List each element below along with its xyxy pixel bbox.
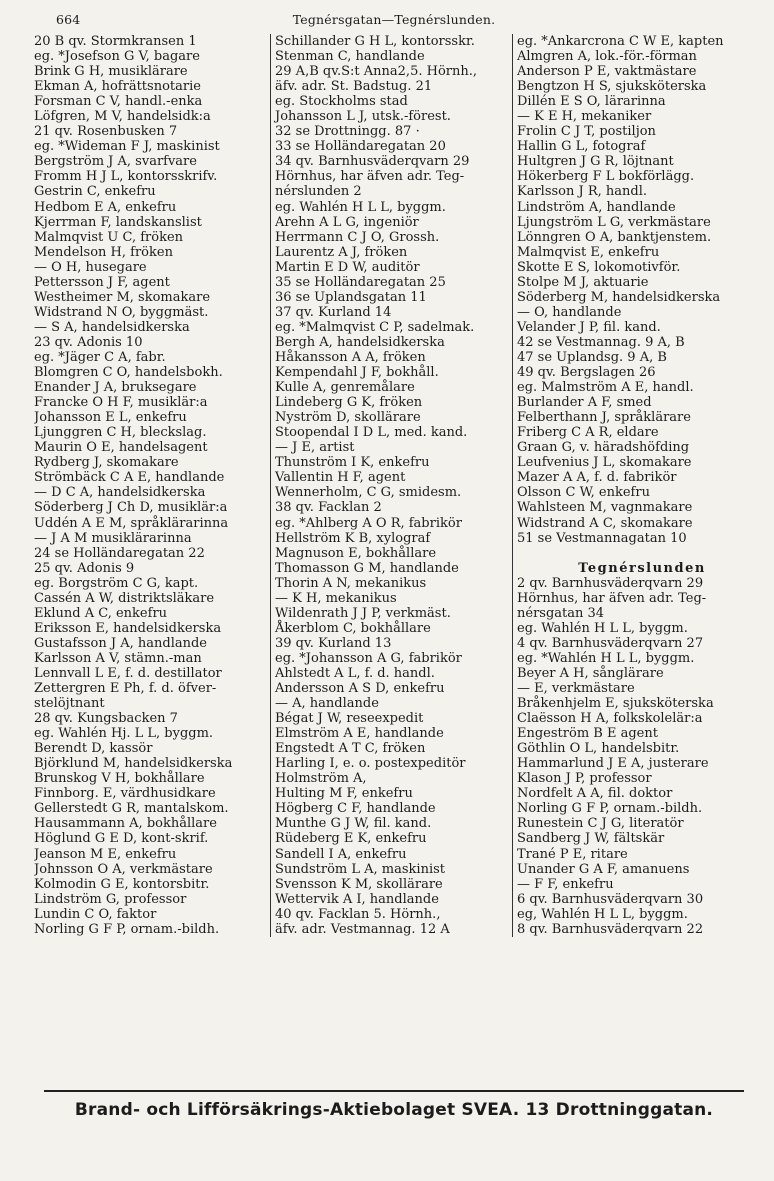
directory-line: Gustafsson J A, handlande: [34, 635, 207, 651]
directory-line: 29 A,B qv.S:t Anna2,5. Hörnh.,: [275, 64, 477, 80]
directory-line: — K H, mekanikus: [275, 590, 397, 606]
column-left: [34, 34, 270, 937]
directory-line: 49 qv. Bergslagen 26: [517, 365, 656, 381]
directory-line: Johansson E L, enkefru: [34, 410, 187, 426]
directory-line: Harling I, e. o. postexpeditör: [275, 756, 466, 772]
directory-line: Stoopendal I D L, med. kand.: [275, 425, 468, 441]
directory-line: Höglund G E D, kont-skrif.: [34, 831, 209, 847]
directory-line: stelöjtnant: [34, 696, 105, 712]
directory-line: Gellerstedt G R, mantalskom.: [34, 801, 229, 817]
directory-line: Magnuson E, bokhållare: [275, 545, 437, 561]
directory-line: Claësson H A, folkskolelär:a: [517, 711, 703, 727]
directory-line: Thunström I K, enkefru: [275, 455, 430, 471]
directory-line: Hammarlund J E A, justerare: [517, 756, 709, 772]
directory-line: 37 qv. Kurland 14: [275, 304, 392, 320]
directory-line: Widstrand A C, skomakare: [517, 515, 693, 531]
directory-line: Bråkenhjelm E, sjuksköterska: [517, 696, 714, 712]
directory-line: Norling G F P, ornam.-bildh.: [34, 921, 220, 937]
directory-line: Mendelson H, fröken: [34, 244, 173, 260]
directory-line: Cassén A W, distriktsläkare: [34, 590, 215, 606]
directory-line: 40 qv. Facklan 5. Hörnh.,: [275, 906, 441, 922]
directory-line: Zettergren E Ph, f. d. öfver-: [34, 681, 217, 697]
directory-line: [517, 546, 767, 561]
directory-line: eg. *Ankarcrona C W E, kapten: [517, 34, 724, 49]
directory-line: Fromm H J L, kontorsskrifv.: [34, 169, 218, 185]
directory-line: Maurin O E, handelsagent: [34, 440, 208, 456]
directory-line: Göthlin O L, handelsbitr.: [517, 741, 680, 757]
directory-line: Berendt D, kassör: [34, 741, 153, 757]
running-title: Tegnérsgatan—Tegnérslunden.: [292, 12, 496, 27]
directory-line: äfv. adr. St. Badstug. 21: [275, 79, 433, 95]
directory-line: 51 se Vestmannagatan 10: [517, 530, 687, 546]
directory-line: 21 qv. Rosenbusken 7: [34, 124, 178, 140]
directory-line: Munthe G J W, fil. kand.: [275, 816, 432, 832]
directory-line: äfv. adr. Vestmannag. 12 A: [275, 921, 450, 937]
directory-line: Wennerholm, C G, smidesm.: [275, 485, 462, 501]
directory-line: Olsson C W, enkefru: [517, 485, 650, 501]
directory-line: eg. *Johansson A G, fabrikör: [275, 650, 462, 666]
directory-line: Bengtzon H S, sjuksköterska: [517, 79, 707, 95]
footer-rule: [44, 1090, 744, 1092]
directory-line: 34 qv. Barnhusväderqvarn 29: [275, 154, 470, 170]
directory-line: 35 se Holländaregatan 25: [275, 274, 446, 290]
directory-line: Hellström K B, xylograf: [275, 530, 431, 546]
directory-line: Björklund M, handelsidkerska: [34, 756, 233, 772]
directory-line: Nordfelt A A, fil. doktor: [517, 786, 673, 802]
directory-line: Kempendahl J F, bokhåll.: [275, 365, 439, 381]
directory-line: — J A M musiklärarinna: [34, 530, 192, 546]
directory-line: Bégat J W, reseexpedit: [275, 711, 424, 727]
directory-line: Laurentz A J, fröken: [275, 244, 408, 260]
directory-line: Burlander A F, smed: [517, 395, 652, 411]
directory-line: Brunskog V H, bokhållare: [34, 771, 205, 787]
directory-line: 38 qv. Facklan 2: [275, 500, 382, 516]
directory-line: Strömbäck C A E, handlande: [34, 470, 225, 486]
column-right: [512, 34, 767, 937]
directory-line: Söderberg M, handelsidkerska: [517, 289, 721, 305]
directory-line: Bergström J A, svarfvare: [34, 154, 197, 170]
directory-line: Uddén A E M, språklärarinna: [34, 515, 229, 531]
directory-line: Hallin G L, fotograf: [517, 139, 646, 155]
directory-line: Hökerberg F L bokförlägg.: [517, 169, 695, 185]
directory-line: — O, handlande: [517, 304, 622, 320]
column-middle: [270, 34, 515, 937]
directory-line: Sundström L A, maskinist: [275, 861, 445, 877]
directory-line: — O H, husegare: [34, 259, 147, 275]
directory-line: Löfgren, M V, handelsidk:a: [34, 109, 211, 125]
directory-line: Widstrand N O, byggmäst.: [34, 304, 209, 320]
directory-line: Leufvenius J L, skomakare: [517, 455, 692, 471]
directory-line: Graan G, v. häradshöfding: [517, 440, 690, 456]
directory-line: — D C A, handelsidkerska: [34, 485, 206, 501]
directory-line: Thomasson G M, handlande: [275, 560, 459, 576]
directory-line: 4 qv. Barnhusväderqvarn 27: [517, 635, 704, 651]
directory-line: Norling G F P, ornam.-bildh.: [517, 801, 703, 817]
directory-line: 20 B qv. Stormkransen 1: [34, 34, 197, 49]
directory-line: Wettervik A I, handlande: [275, 891, 439, 907]
directory-line: Hulting M F, enkefru: [275, 786, 413, 802]
directory-line: 28 qv. Kungsbacken 7: [34, 711, 178, 727]
directory-line: Skotte E S, lokomotivför.: [517, 259, 681, 275]
directory-line: Kjerrman F, landskanslist: [34, 214, 202, 230]
directory-line: 36 se Uplandsgatan 11: [275, 289, 427, 305]
directory-line: Karlsson J R, handl.: [517, 184, 648, 200]
directory-line: Almgren A, lok.-för.-förman: [517, 49, 697, 65]
directory-line: 2 qv. Barnhusväderqvarn 29: [517, 575, 704, 591]
directory-line: Tegnérslunden: [578, 560, 706, 576]
directory-line: Hausammann A, bokhållare: [34, 816, 217, 832]
directory-line: eg. Malmström A E, handl.: [517, 380, 694, 396]
directory-line: Arehn A L G, ingeniör: [275, 214, 419, 230]
directory-line: Sandell I A, enkefru: [275, 846, 407, 862]
directory-line: Herrmann C J O, Grossh.: [275, 229, 440, 245]
directory-line: Johnsson O A, verkmästare: [34, 861, 213, 877]
directory-line: Lindeberg G K, fröken: [275, 395, 423, 411]
directory-line: Sandberg J W, fältskär: [517, 831, 665, 847]
directory-line: Gestrin C, enkefru: [34, 184, 156, 200]
directory-line: Rüdeberg E K, enkefru: [275, 831, 427, 847]
directory-line: Eklund A C, enkefru: [34, 605, 168, 621]
directory-line: Elmström A E, handlande: [275, 726, 444, 742]
directory-line: Pettersson J F, agent: [34, 274, 170, 290]
directory-line: 42 se Vestmannag. 9 A, B: [517, 334, 685, 350]
directory-line: 6 qv. Barnhusväderqvarn 30: [517, 891, 704, 907]
directory-line: — J E, artist: [275, 440, 355, 456]
directory-line: Blomgren C O, handelsbokh.: [34, 365, 223, 381]
directory-line: Åkerblom C, bokhållare: [275, 620, 431, 636]
directory-line: Rydberg J, skomakare: [34, 455, 179, 471]
directory-line: 8 qv. Barnhusväderqvarn 22: [517, 921, 704, 937]
directory-line: nérslunden 2: [275, 184, 362, 200]
directory-line: Hedbom E A, enkefru: [34, 199, 177, 215]
directory-line: Felberthann J, språklärare: [517, 410, 691, 426]
directory-line: eg. *Wideman F J, maskinist: [34, 139, 220, 155]
directory-line: Martin E D W, auditör: [275, 259, 420, 275]
directory-line: Nyström D, skollärare: [275, 410, 421, 426]
directory-line: Lindström G, professor: [34, 891, 187, 907]
directory-line: Vallentin H F, agent: [275, 470, 406, 486]
directory-line: Holmström A,: [275, 771, 367, 787]
directory-line: Friberg C A R, eldare: [517, 425, 659, 441]
directory-line: Brink G H, musiklärare: [34, 64, 188, 80]
directory-line: Ahlstedt A L, f. d. handl.: [275, 665, 435, 681]
directory-line: Bergh A, handelsidkerska: [275, 334, 445, 350]
directory-line: Engstedt A T C, fröken: [275, 741, 426, 757]
directory-line: eg. Wahlén Hj. L L, byggm.: [34, 726, 214, 742]
directory-line: Hörnhus, har äfven adr. Teg-: [275, 169, 465, 185]
directory-line: Runestein C J G, literatör: [517, 816, 684, 832]
directory-line: eg. *Wahlén H L L, byggm.: [517, 650, 695, 666]
directory-line: 39 qv. Kurland 13: [275, 635, 392, 651]
directory-line: Westheimer M, skomakare: [34, 289, 211, 305]
directory-line: Enander J A, bruksegare: [34, 380, 197, 396]
directory-line: eg. *Malmqvist C P, sadelmak.: [275, 319, 475, 335]
directory-line: 32 se Drottningg. 87 ·: [275, 124, 420, 140]
directory-line: Wahlsteen M, vagnmakare: [517, 500, 693, 516]
directory-line: Jeanson M E, enkefru: [34, 846, 177, 862]
page-header: [44, 12, 744, 30]
directory-line: Lennvall L E, f. d. destillator: [34, 665, 222, 681]
directory-line: Finnborg. E, värdhusidkare: [34, 786, 216, 802]
directory-line: eg. *Josefson G V, bagare: [34, 49, 200, 65]
directory-line: Engeström B E agent: [517, 726, 658, 742]
directory-line: — K E H, mekaniker: [517, 109, 652, 125]
directory-line: eg. *Ahlberg A O R, fabrikör: [275, 515, 462, 531]
directory-line: Stolpe M J, aktuarie: [517, 274, 649, 290]
directory-line: — A, handlande: [275, 696, 379, 712]
directory-line: Velander J P, fil. kand.: [517, 319, 661, 335]
footer-advertisement: [44, 1090, 744, 1130]
directory-line: Wildenrath J J P, verkmäst.: [275, 605, 451, 621]
directory-line: Johansson L J, utsk.-förest.: [275, 109, 451, 125]
directory-line: Håkansson A A, fröken: [275, 349, 426, 365]
directory-line: eg. Borgström C G, kapt.: [34, 575, 199, 591]
directory-line: Hultgren J G R, löjtnant: [517, 154, 674, 170]
directory-line: Francke O H F, musiklär:a: [34, 395, 208, 411]
directory-line: Anderson P E, vaktmästare: [517, 64, 697, 80]
directory-line: Dillén E S O, lärarinna: [517, 94, 666, 110]
directory-line: Stenman C, handlande: [275, 49, 425, 65]
directory-line: Lindström A, handlande: [517, 199, 676, 215]
directory-line: Thorin A N, mekanikus: [275, 575, 427, 591]
directory-line: Söderberg J Ch D, musiklär:a: [34, 500, 228, 516]
directory-columns: [34, 34, 762, 1074]
directory-line: — E, verkmästare: [517, 681, 635, 697]
directory-line: 24 se Holländaregatan 22: [34, 545, 205, 561]
directory-line: Kolmodin G E, kontorsbitr.: [34, 876, 210, 892]
directory-line: Svensson K M, skollärare: [275, 876, 443, 892]
directory-line: Beyer A H, sånglärare: [517, 665, 664, 681]
directory-line: Ekman A, hofrättsnotarie: [34, 79, 201, 95]
directory-line: eg. Wahlén H L L, byggm.: [275, 199, 446, 215]
directory-line: eg. Stockholms stad: [275, 94, 408, 110]
directory-line: Ljunggren C H, bleckslag.: [34, 425, 207, 441]
directory-line: Unander G A F, amanuens: [517, 861, 690, 877]
directory-line: Andersson A S D, enkefru: [275, 681, 445, 697]
directory-line: nérsgatan 34: [517, 605, 605, 621]
directory-line: — F F, enkefru: [517, 876, 614, 892]
directory-line: Frolin C J T, postiljon: [517, 124, 656, 140]
directory-line: Schillander G H L, kontorsskr.: [275, 34, 475, 49]
page-number: 664: [56, 12, 81, 27]
directory-line: Malmqvist E, enkefru: [517, 244, 660, 260]
directory-line: Eriksson E, handelsidkerska: [34, 620, 222, 636]
directory-line: Karlsson A V, stämn.-man: [34, 650, 202, 666]
directory-line: Hörnhus, har äfven adr. Teg-: [517, 590, 707, 606]
directory-line: eg. *Jäger C A, fabr.: [34, 349, 166, 365]
directory-line: Forsman C V, handl.-enka: [34, 94, 203, 110]
directory-line: Lundin C O, faktor: [34, 906, 157, 922]
directory-line: 23 qv. Adonis 10: [34, 334, 143, 350]
directory-line: Högberg C F, handlande: [275, 801, 436, 817]
directory-line: eg, Wahlén H L L, byggm.: [517, 906, 688, 922]
directory-line: Trané P E, ritare: [517, 846, 628, 862]
directory-line: eg. Wahlén H L L, byggm.: [517, 620, 688, 636]
footer-ad-text: Brand- och Lifförsäkrings-Aktiebolaget SVEA. 13 Drottninggatan.: [74, 1100, 714, 1120]
directory-line: Ljungström L G, verkmästare: [517, 214, 711, 230]
directory-line: Kulle A, genremålare: [275, 380, 415, 396]
directory-line: — S A, handelsidkerska: [34, 319, 190, 335]
directory-line: 33 se Holländaregatan 20: [275, 139, 446, 155]
directory-line: Mazer A A, f. d. fabrikör: [517, 470, 677, 486]
directory-line: Malmqvist U C, fröken: [34, 229, 184, 245]
directory-line: 25 qv. Adonis 9: [34, 560, 135, 576]
directory-line: Klason J P, professor: [517, 771, 652, 787]
directory-line: Lönngren O A, banktjenstem.: [517, 229, 712, 245]
directory-line: 47 se Uplandsg. 9 A, B: [517, 349, 667, 365]
